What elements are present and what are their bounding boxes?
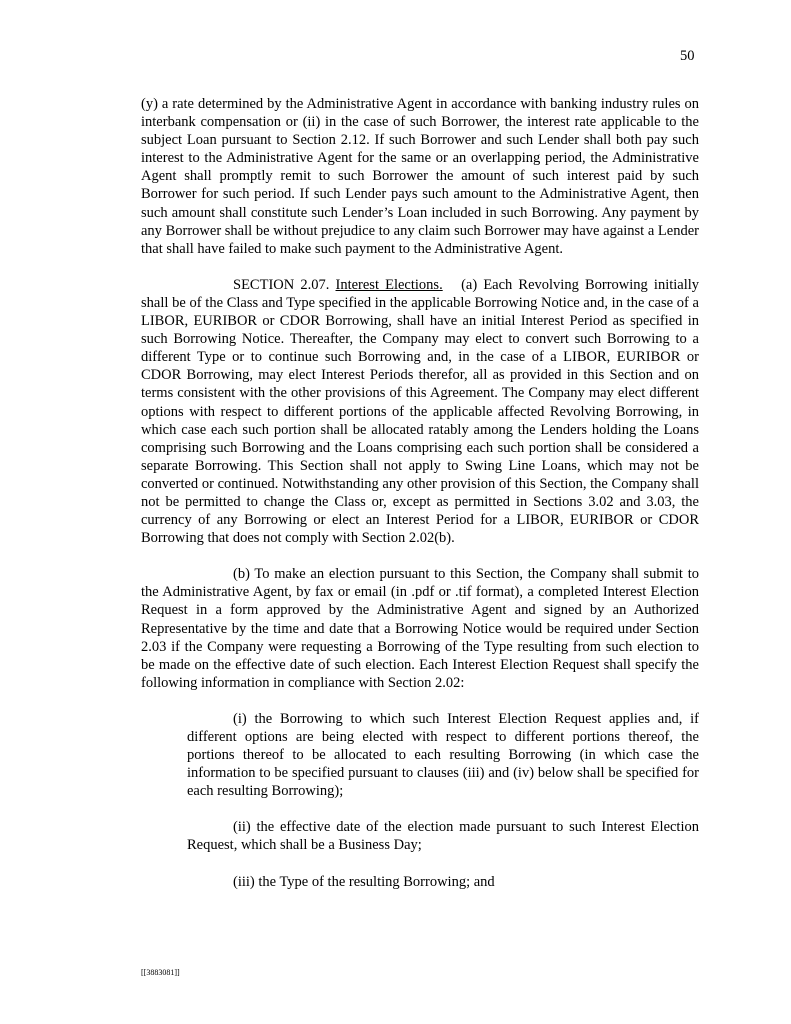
list-item-iii: (iii) the Type of the resulting Borrowing; and — [233, 873, 495, 890]
page-number: 50 — [680, 48, 695, 64]
paragraph-section-2-07 — [141, 276, 699, 547]
document-id-footer: [[3883081]] — [141, 968, 180, 977]
document-body — [141, 95, 699, 891]
paragraph-b: (b) To make an election pursuant to this Section, the Company shall submit to the Administrative Agent, by fax or email (in .pdf or .tif format), a completed Interest Election Request in a form approved by the Administrative Agent and signed by an Authorized Representative by the time and date that a Borrowing Notice would be required under Section 2.03 if the Company were requesting a Borrowing of the Type resulting from such election to be made on the effective date of such election. Each Interest Election Request shall specify the following information in compliance with Section 2.02: — [141, 566, 699, 691]
list-item-ii: (ii) the effective date of the election made pursuant to such Interest Election Request, which shall be a Business Day; — [187, 819, 699, 854]
paragraph-a-text: (a) Each Revolving Borrowing initially shall be of the Class and Type specified in the applicable Borrowing Notice and, in the case of a LIBOR, EURIBOR or CDOR Borrowing, shall have an initial Interest Period as specified in such Borrowing Notice. Thereafter, the Company may elect to convert such Borrowing to a different Type or to continue such Borrowing and, in the case of a LIBOR, EURIBOR or CDOR Borrowing, may elect Interest Periods therefor, all as provided in this Section and on terms consistent with the other provisions of this Agreement. The Company may elect different options with respect to different portions of the applicable affected Revolving Borrowing, in which case each such portion shall be allocated ratably among the Lenders holding the Loans comprising such Borrowing and the Loans comprising each such portion shall be considered a separate Borrowing. This Section shall not apply to Swing Line Loans, which may not be converted or continued. Notwithstanding any other provision of this Section, the Company shall not be permitted to change the Class or, except as permitted in Sections 3.02 and 3.03, the currency of any Borrowing or elect an Interest Period for a LIBOR, EURIBOR or CDOR Borrowing that does not comply with Section 2.02(b). — [141, 276, 700, 547]
section-label: SECTION 2.07. — [233, 276, 330, 293]
paragraph-continuation: (y) a rate determined by the Administrative Agent in accordance with banking industry rules on interbank compensation or (ii) in the case of such Borrower, the interest rate applicable to the subject Loan pursuant to Section 2.12. If such Borrower and such Lender shall both pay such interest to the Administrative Agent for the same or an overlapping period, the Administrative Agent shall promptly remit to such Borrower the amount of such interest paid by such Borrower for such period. If such Lender pays such amount to the Administrative Agent, then such amount shall constitute such Lender’s Loan included in such Borrowing. Any payment by any Borrower shall be without prejudice to any claim such Borrower may have against a Lender that shall have failed to make such payment to the Administrative Agent. — [141, 96, 699, 257]
section-title: Interest Elections. — [335, 276, 443, 293]
list-item-i: (i) the Borrowing to which such Interest Election Request applies and, if different options are being elected with respect to different portions thereof, the portions thereof to be allocated to each resulting Borrowing (in which case the information to be specified pursuant to clauses (iii) and (iv) below shall be specified for each resulting Borrowing); — [187, 710, 699, 800]
